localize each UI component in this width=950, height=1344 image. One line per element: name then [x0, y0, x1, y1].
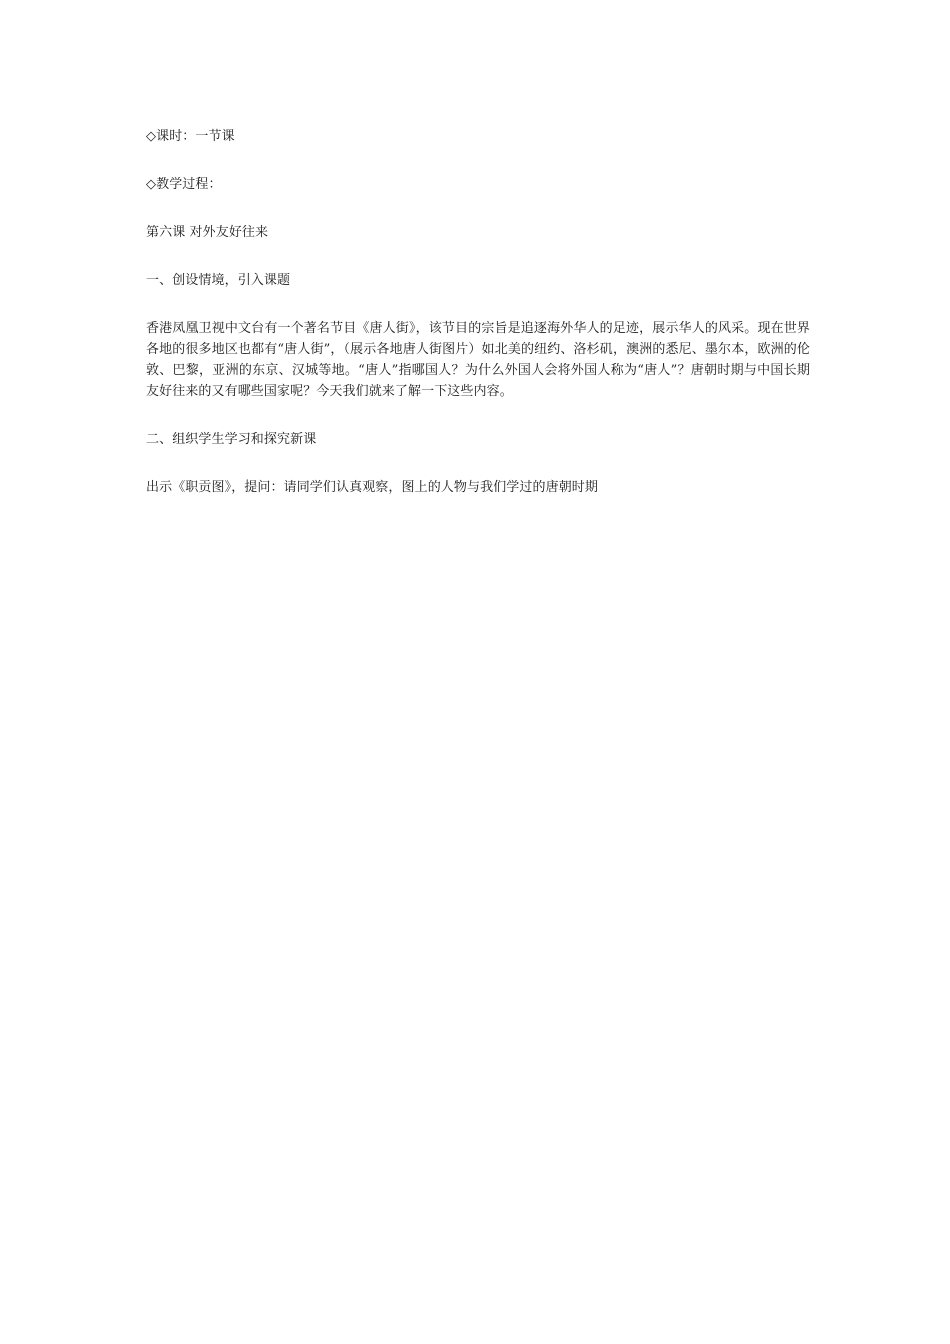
class-hours-line: ◇课时：一节课	[146, 129, 235, 144]
intro-paragraph: 香港凤凰卫视中文台有一个著名节目《唐人街》，该节目的宗旨是追逐海外华人的足迹，展示华人的风采。现在世界各地的很多地区也都有“唐人街”，（展示各地唐人街图片）如北美的纽约、洛杉矶，澳洲的悉尼、墨尔本，欧洲的伦敦、巴黎，亚洲的东京、汉城等地。“唐人”指哪国人？为什么外国人会将外国人称为“唐人”？唐朝时期与中国长期友好往来的又有哪些国家呢？今天我们就来了解一下这些内容。	[146, 321, 810, 399]
section-two-heading: 二、组织学生学习和探究新课	[146, 432, 317, 447]
document-body	[146, 126, 810, 498]
question-paragraph: 出示《职贡图》，提问：请同学们认真观察，图上的人物与我们学过的唐朝时期	[146, 480, 599, 495]
section-one-heading: 一、创设情境，引入课题	[146, 273, 291, 288]
teaching-process-line: ◇教学过程：	[146, 177, 222, 192]
lesson-title: 第六课 对外友好往来	[146, 225, 269, 240]
